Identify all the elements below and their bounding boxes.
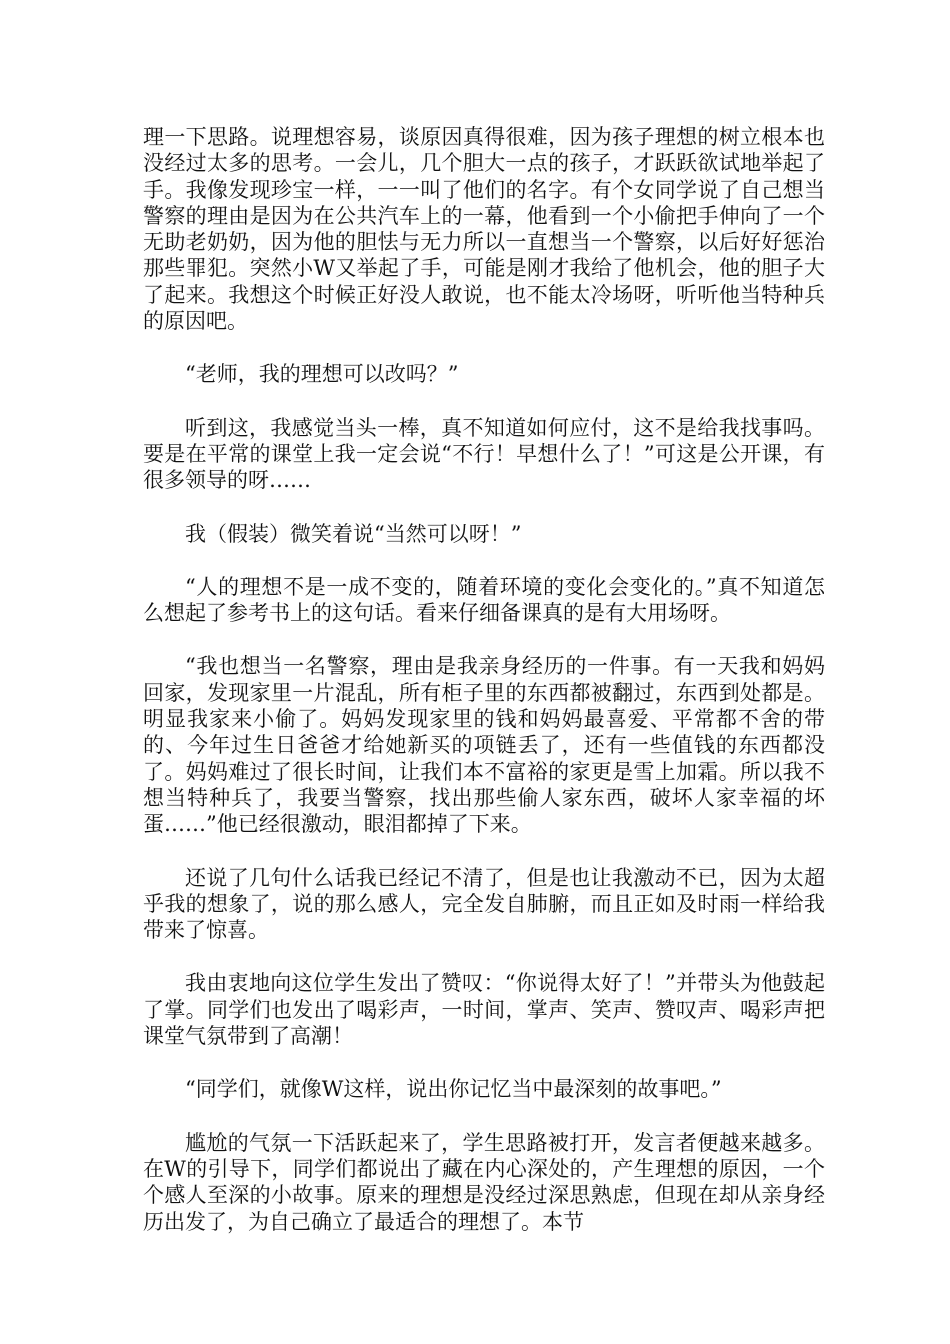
- paragraph-8: 我由衷地向这位学生发出了赞叹：“你说得太好了！”并带头为他鼓起了掌。同学们也发出了喝彩声，一时间，掌声、笑声、赞叹声、喝彩声把课堂气氛带到了高潮！: [143, 971, 825, 1049]
- paragraph-6: “我也想当一名警察，理由是我亲身经历的一件事。有一天我和妈妈回家，发现家里一片混乱，所有柜子里的东西都被翻过，东西到处都是。明显我家来小偷了。妈妈发现家里的钱和妈妈最喜爱、平常都不舍的带的、今年过生日爸爸才给她新买的项链丢了，还有一些值钱的东西都没了。妈妈难过了很长时间，让我们本不富裕的家更是雪上加霜。所以我不想当特种兵了，我要当警察，找出那些偷人家东西，破坏人家幸福的坏蛋……”他已经很激动，眼泪都掉了下来。: [143, 654, 825, 837]
- paragraph-5: “人的理想不是一成不变的，随着环境的变化会变化的。”真不知道怎么想起了参考书上的这句话。看来仔细备课真的是有大用场呀。: [143, 574, 825, 626]
- paragraph-1: 理一下思路。说理想容易，谈原因真得很难，因为孩子理想的树立根本也没经过太多的思考。一会儿，几个胆大一点的孩子，才跃跃欲试地举起了手。我像发现珍宝一样，一一叫了他们的名字。有个女同学说了自己想当警察的理由是因为在公共汽车上的一幕，他看到一个小偷把手伸向了一个无助老奶奶，因为他的胆怯与无力所以一直想当一个警察，以后好好惩治那些罪犯。突然小W又举起了手，可能是刚才我给了他机会，他的胆子大了起来。我想这个时候正好没人敢说，也不能太冷场呀，听听他当特种兵的原因吧。: [143, 125, 825, 334]
- paragraph-3: 听到这，我感觉当头一棒，真不知道如何应付，这不是给我找事吗。要是在平常的课堂上我一定会说“不行！早想什么了！”可这是公开课，有很多领导的呀……: [143, 415, 825, 493]
- paragraph-2: “老师，我的理想可以改吗？”: [185, 362, 459, 387]
- paragraph-10: 尴尬的气氛一下活跃起来了，学生思路被打开，发言者便越来越多。在W的引导下，同学们都说出了藏在内心深处的，产生理想的原因，一个个感人至深的小故事。原来的理想是没经过深思熟虑，但现在却从亲身经历出发了，为自己确立了最适合的理想了。本节: [143, 1130, 825, 1234]
- document-page: [143, 124, 825, 1262]
- paragraph-9: “同学们，就像W这样，说出你记忆当中最深刻的故事吧。”: [185, 1077, 722, 1102]
- paragraph-4: 我（假装）微笑着说“当然可以呀！”: [185, 521, 522, 546]
- paragraph-7: 还说了几句什么话我已经记不清了，但是也让我激动不已，因为太超乎我的想象了，说的那么感人，完全发自肺腑，而且正如及时雨一样给我带来了惊喜。: [143, 865, 825, 943]
